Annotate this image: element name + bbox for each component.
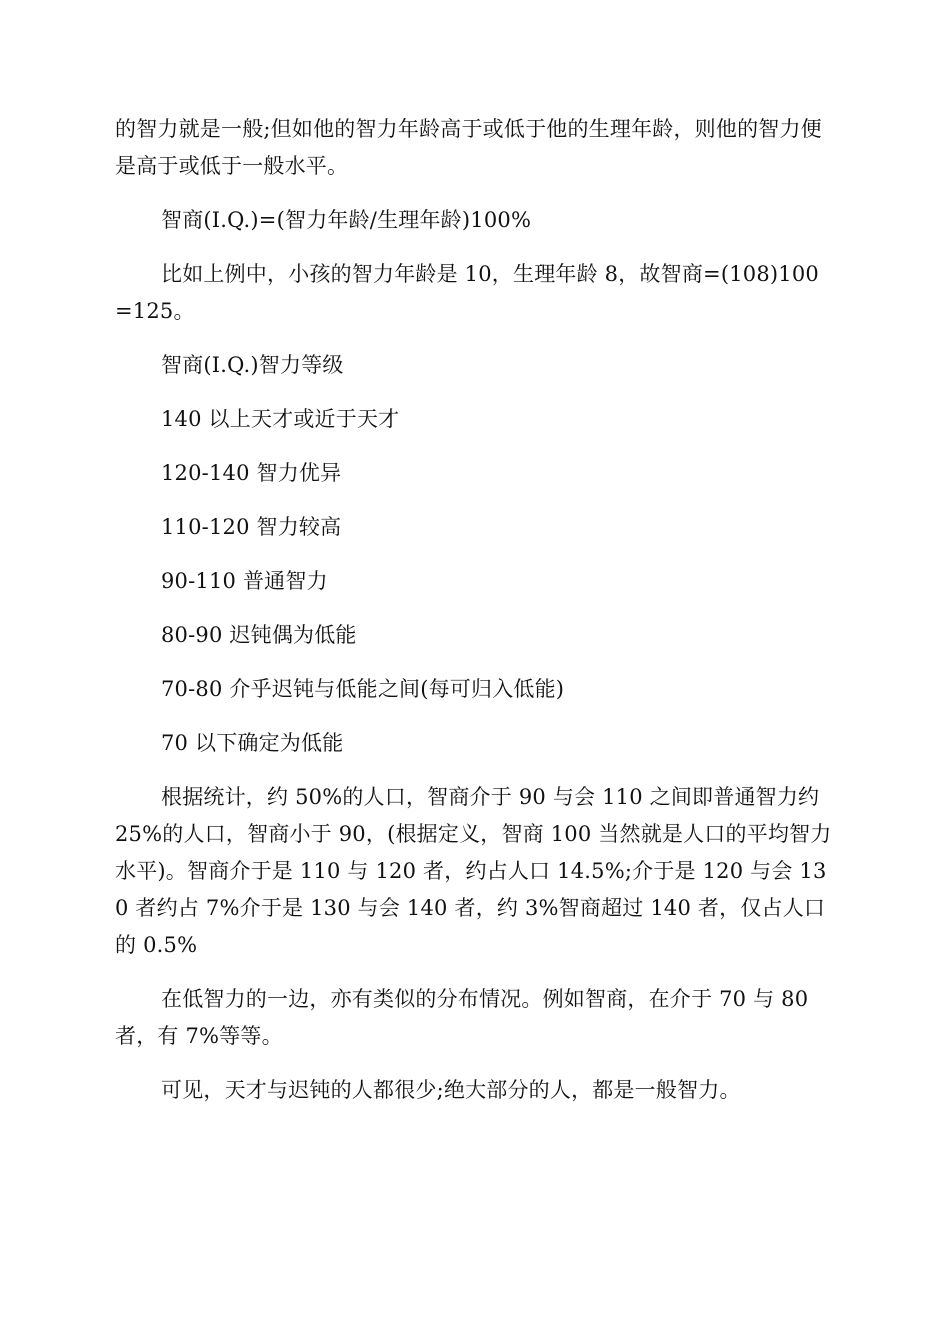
paragraph-statistics: 根据统计，约 50%的人口，智商介于 90 与会 110 之间即普通智力约 25%的人口，智商小于 90，(根据定义，智商 100 当然就是人口的平均智力水平)。智商介于是 110 与 120 者，约占人口 14.5%;介于是 120 与会 130 者约占 7%介于是 130 与会 140 者，约 3%智商超过 140 者，仅占人口的 0.5% [115, 785, 832, 957]
document-body [115, 111, 835, 1126]
grade-item-high: 110-120 智力较高 [161, 515, 342, 539]
grade-item-borderline: 70-80 介乎迟钝与低能之间(每可归入低能) [161, 677, 565, 701]
paragraph-intelligence-level: 的智力就是一般;但如他的智力年龄高于或低于他的生理年龄，则他的智力便是高于或低于一般水平。 [115, 117, 822, 178]
grade-item-average: 90-110 普通智力 [161, 569, 328, 593]
paragraph-conclusion: 可见，天才与迟钝的人都很少;绝大部分的人，都是一般智力。 [161, 1078, 741, 1102]
grade-item-superior: 120-140 智力优异 [161, 461, 342, 485]
paragraph-iq-formula: 智商(I.Q.)=(智力年龄/生理年龄)100% [161, 208, 532, 232]
paragraph-low-intelligence: 在低智力的一边，亦有类似的分布情况。例如智商，在介于 70 与 80 者，有 7%等等。 [115, 987, 809, 1048]
paragraph-example: 比如上例中，小孩的智力年龄是 10，生理年龄 8，故智商=(108)100=125。 [115, 262, 819, 323]
paragraph-grade-heading: 智商(I.Q.)智力等级 [161, 353, 344, 377]
grade-item-dull: 80-90 迟钝偶为低能 [161, 623, 357, 647]
grade-item-genius: 140 以上天才或近于天才 [161, 407, 400, 431]
grade-item-deficient: 70 以下确定为低能 [161, 731, 344, 755]
